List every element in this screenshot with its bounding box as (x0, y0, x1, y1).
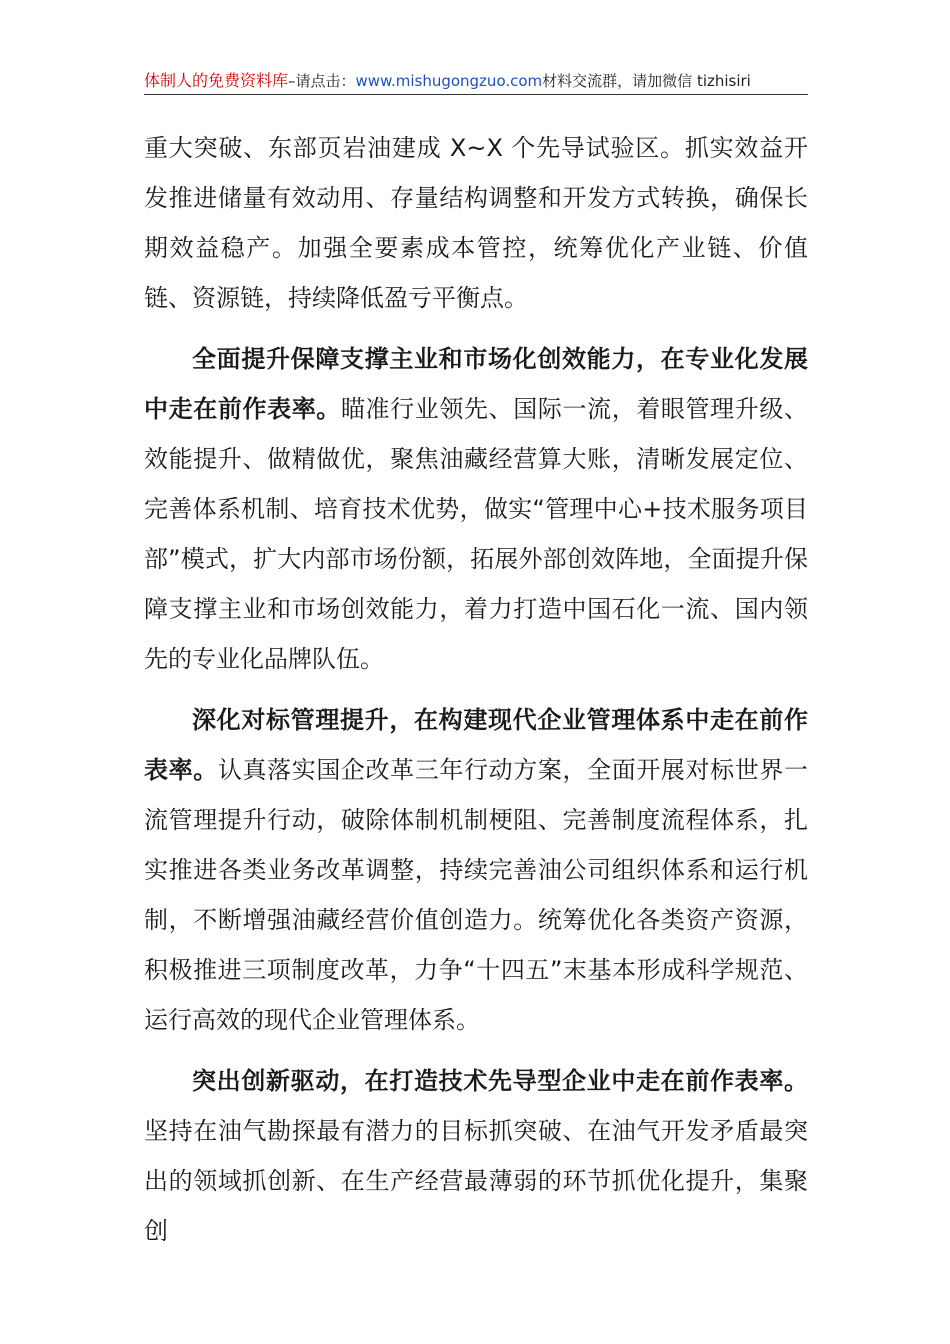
paragraph-4-body: 坚持在油气勘探最有潜力的目标抓突破、在油气开发矛盾最突出的领域抓创新、在生产经营最薄弱的环节抓优化提升，集聚创 (144, 1117, 808, 1245)
paragraph-2-body: 瞄准行业领先、国际一流，着眼管理升级、效能提升、做精做优，聚焦油藏经营算大账，清晰发展定位、完善体系机制、培育技术优势，做实“管理中心+技术服务项目部”模式，扩大内部市场份额，拓展外部创效阵地，全面提升保障支撑主业和市场创效能力，着力打造中国石化一流、国内领先的专业化品牌队伍。 (144, 395, 809, 673)
header-prompt: –请点击： (288, 72, 356, 90)
paragraph-1 (144, 123, 808, 323)
document-body (144, 123, 808, 1267)
header-url-link[interactable]: www.mishugongzuo.com (355, 72, 543, 90)
header-suffix: 材料交流群，请加微信 tizhisiri (542, 72, 751, 90)
paragraph-3 (144, 695, 808, 1045)
paragraph-4 (144, 1056, 808, 1256)
paragraph-2-lead: 全面提升保障支撑主业和市场化创效能力，在专业化发展中走在前作表率。 (144, 345, 808, 423)
page-header (144, 68, 808, 95)
paragraph-1-body: 重大突破、东部页岩油建成 X~X 个先导试验区。抓实效益开发推进储量有效动用、存量结构调整和开发方式转换，确保长期效益稳产。加强全要素成本管控，统筹优化产业链、价值链、资源链，持续降低盈亏平衡点。 (144, 134, 808, 312)
paragraph-3-body: 认真落实国企改革三年行动方案，全面开展对标世界一流管理提升行动，破除体制机制梗阻、完善制度流程体系，扎实推进各类业务改革调整，持续完善油公司组织体系和运行机制，不断增强油藏经营价值创造力。统筹优化各类资产资源，积极推进三项制度改革，力争“十四五”末基本形成科学规范、运行高效的现代企业管理体系。 (144, 756, 809, 1034)
paragraph-2 (144, 334, 808, 684)
paragraph-3-lead: 深化对标管理提升，在构建现代企业管理体系中走在前作表率。 (144, 706, 808, 784)
paragraph-4-lead: 突出创新驱动，在打造技术先导型企业中走在前作表率。 (192, 1067, 808, 1095)
header-brand: 体制人的免费资料库 (144, 71, 289, 90)
